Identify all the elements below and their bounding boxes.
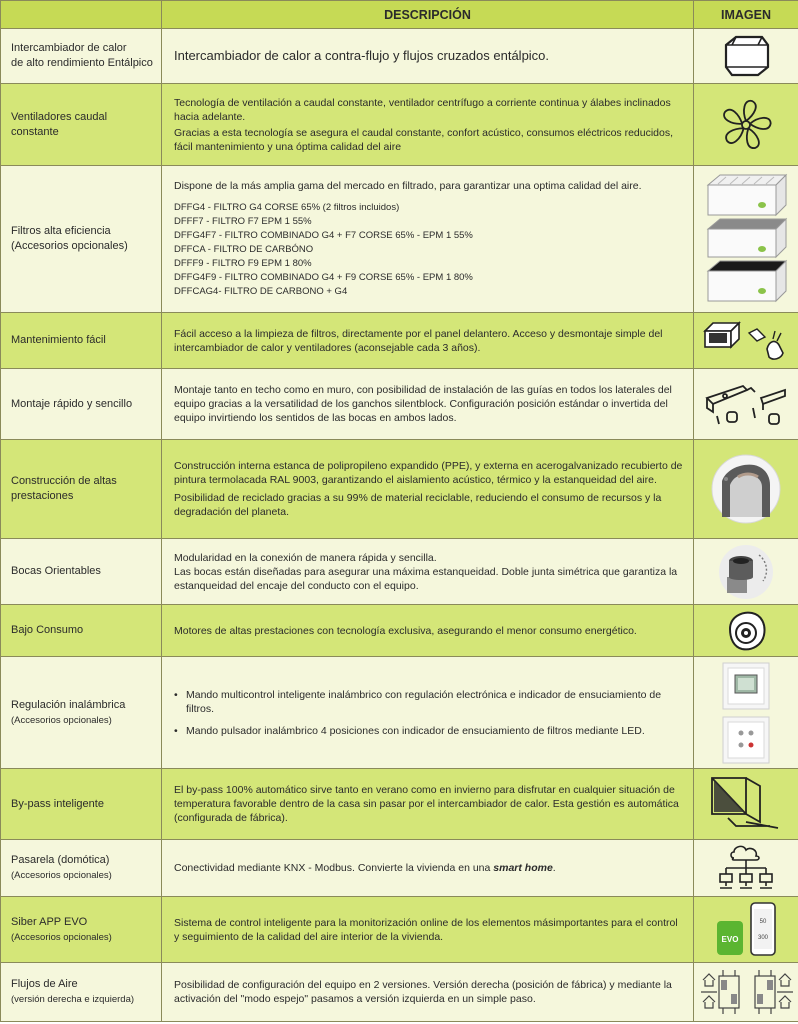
description-text: Las bocas están diseñadas para asegurar una máxima estanqueidad. Doble junta simétrica que garantiza la estanqueidad del encaje del conducto con el equipo. (174, 565, 678, 592)
description-text: Posibilidad de reciclado gracias a su 99% de material reciclable, reduciendo el consumo de recursos y la degradación del planeta. (174, 492, 662, 518)
table-row (1, 657, 798, 769)
image-cell (694, 440, 798, 539)
bullet-item: • Mando pulsador inalámbrico 4 posiciones con indicador de ensuciamiento de filtros mediante LED. (174, 724, 685, 738)
feature-label: de alto rendimiento Entálpico (11, 57, 153, 69)
description-text: Modularidad en la conexión de manera rápida y sencilla. (174, 551, 437, 564)
feature-label: Mantenimiento fácil (11, 334, 106, 346)
feature-cell (1, 440, 162, 539)
feature-label: Montaje rápido y sencillo (11, 397, 133, 410)
description-cell (162, 605, 694, 657)
feature-cell (1, 539, 162, 605)
feature-label: (Accesorios opcionales) (11, 714, 112, 726)
feature-label: Filtros alta eficiencia (11, 225, 111, 237)
feature-cell (1, 313, 162, 369)
list-item: DFFG4F9 - FILTRO COMBINADO G4 + F9 CORSE 65% - EPM 1 80% (174, 272, 473, 283)
feature-label: By-pass inteligente (11, 797, 104, 810)
image-cell (694, 963, 798, 1022)
table-row (1, 313, 798, 369)
description-cell (162, 539, 694, 605)
description-cell (162, 29, 694, 84)
feature-label: prestaciones (11, 490, 74, 502)
airflow-diagram-icon (697, 966, 795, 1018)
feature-label: Siber APP EVO (11, 915, 88, 928)
description-text: Construcción interna estanca de polipropileno expandido (PPE), y externa en acerogalvanizado recubierto de pintura termolacada RAL 9003, garantizando el aislamiento acústico, térmico y la estanqueidad del aire. (174, 460, 683, 486)
description-cell (162, 313, 694, 369)
description-cell (162, 897, 694, 963)
header-description: DESCRIPCIÓN (162, 1, 694, 29)
feature-cell (1, 84, 162, 166)
list-item: DFFF7 - FILTRO F7 EPM 1 55% (174, 216, 312, 227)
table-row (1, 840, 798, 897)
list-item: DFFCA - FILTRO DE CARBÓNO (174, 244, 314, 255)
wireless-controls-icon (721, 661, 771, 765)
image-cell (694, 313, 798, 369)
list-item: DFFF9 - FILTRO F9 EPM 1 80% (174, 258, 312, 269)
feature-label: Intercambiador de calor (11, 42, 127, 54)
bullet-item: • Mando multicontrol inteligente inalámbrico con regulación electrónica e indicador de ensuciamiento de filtros. (174, 688, 685, 716)
table-row (1, 440, 798, 539)
motor-icon (724, 609, 768, 653)
header-image: IMAGEN (694, 1, 798, 29)
description-text: Intercambiador de calor a contra-flujo y flujos cruzados entálpico. (174, 48, 550, 63)
image-cell (694, 29, 798, 84)
feature-cell (1, 369, 162, 440)
table-row (1, 539, 798, 605)
image-cell (694, 897, 798, 963)
feature-cell (1, 166, 162, 313)
feature-label: Regulación inalámbrica (11, 698, 126, 711)
feature-cell (1, 605, 162, 657)
description-cell (162, 963, 694, 1022)
description-text: Motores de altas prestaciones con tecnología exclusiva, asegurando el menor consumo energético. (174, 624, 637, 637)
header-row (1, 1, 798, 29)
description-cell (162, 440, 694, 539)
duct-connector-icon (717, 543, 775, 601)
table-row (1, 963, 798, 1022)
feature-label: Bocas Orientables (11, 565, 101, 577)
feature-cell (1, 657, 162, 769)
description-cell (162, 840, 694, 897)
image-cell (694, 84, 798, 166)
cloud-network-icon (716, 842, 776, 894)
feature-label: Flujos de Aire (11, 978, 78, 990)
filter-list (174, 201, 685, 299)
maintenance-icon (703, 319, 789, 363)
header-feature (1, 1, 162, 29)
mounting-icon (703, 378, 789, 430)
bypass-icon (706, 774, 786, 834)
description-cell (162, 657, 694, 769)
image-cell (694, 769, 798, 840)
table-row (1, 769, 798, 840)
description-text: El by-pass 100% automático sirve tanto en verano como en invierno para disfrutar en cualquier situación de temperatura favorable dentro de la casa sin pasar por el intercambiador de calor. Esta gestión es automática (configurada de fábrica). (174, 784, 679, 824)
description-text: Dispone de la más amplia gama del mercado en filtrado, para garantizar una optima calidad del aire. (174, 180, 642, 192)
list-item: DFFG4 - FILTRO G4 CORSE 65% (2 filtros incluidos) (174, 202, 400, 213)
app-phone-icon (711, 901, 781, 959)
feature-label: constante (11, 125, 59, 138)
description-cell (162, 369, 694, 440)
description-cell (162, 84, 694, 166)
description-text: Fácil acceso a la limpieza de filtros, directamente por el panel delantero. Acceso y desmontaje simple del intercambiador de calor y ventiladores (aconsejable cada 3 años). (174, 327, 663, 354)
feature-cell (1, 897, 162, 963)
feature-cell (1, 840, 162, 897)
description-text: Conectividad mediante KNX - Modbus. Convierte la vivienda en una smart home. (174, 862, 556, 874)
construction-icon (708, 451, 784, 527)
description-text: Gracias a esta tecnología se asegura el caudal constante, confort acústico, consumos eléctricos reducidos, fácil mantenimiento y una óptima calidad del aire (174, 126, 674, 153)
feature-cell (1, 963, 162, 1022)
feature-label: (Accesorios opcionales) (11, 931, 112, 943)
description-cell (162, 769, 694, 840)
filters-icon (700, 171, 792, 307)
list-item: DFFCAG4- FILTRO DE CARBONO + G4 (174, 286, 348, 297)
description-text: Posibilidad de configuración del equipo en 2 versiones. Versión derecha (posición de fábrica) y mediante la activación del "modo espejo" pasamos a versión izquierda en un simple paso. (174, 979, 672, 1005)
feature-label: (Accesorios opcionales) (11, 240, 128, 252)
feature-label: (versión derecha e izquierda) (11, 994, 135, 1005)
feature-cell (1, 769, 162, 840)
image-cell (694, 605, 798, 657)
table-row (1, 166, 798, 313)
description-text: Sistema de control inteligente para la monitorización online de los elementos másimportantes para el control y seguimiento de la calidad del aire interior de la vivienda. (174, 916, 678, 943)
feature-label: Pasarela (domótica) (11, 854, 110, 866)
image-cell (694, 657, 798, 769)
list-item: DFFG4F7 - FILTRO COMBINADO G4 + F7 CORSE 65% - EPM 1 55% (174, 230, 473, 241)
feature-label: (Accesorios opcionales) (11, 870, 112, 881)
image-cell (694, 369, 798, 440)
feature-label: Ventiladores caudal (11, 110, 108, 123)
app-screen-value-bottom: 300 (757, 934, 769, 941)
feature-cell (1, 29, 162, 84)
fan-icon (718, 97, 774, 153)
table-row (1, 29, 798, 84)
table-row (1, 605, 798, 657)
table-row (1, 369, 798, 440)
app-badge-label: EVO (721, 934, 739, 944)
app-screen-value-top: 50 (759, 918, 767, 925)
image-cell (694, 840, 798, 897)
table-row (1, 84, 798, 166)
description-cell (162, 166, 694, 313)
feature-label: Construcción de altas (11, 475, 117, 487)
feature-label: Bajo Consumo (11, 624, 84, 636)
image-cell (694, 539, 798, 605)
heat-exchanger-icon (718, 33, 774, 79)
table-row (1, 897, 798, 963)
image-cell (694, 166, 798, 313)
description-text: Montaje tanto en techo como en muro, con posibilidad de instalación de las guías en todos los laterales del equipo gracias a la versatilidad de los ganchos silentblock. Configuración posición estándar o invertida del equipo invirtiendo los sentidos de las bocas en ambos lados. (174, 384, 672, 424)
description-text: Tecnología de ventilación a caudal constante, ventilador centrífugo a corriente continua y álabes inclinados hacia adelante. (174, 96, 671, 123)
